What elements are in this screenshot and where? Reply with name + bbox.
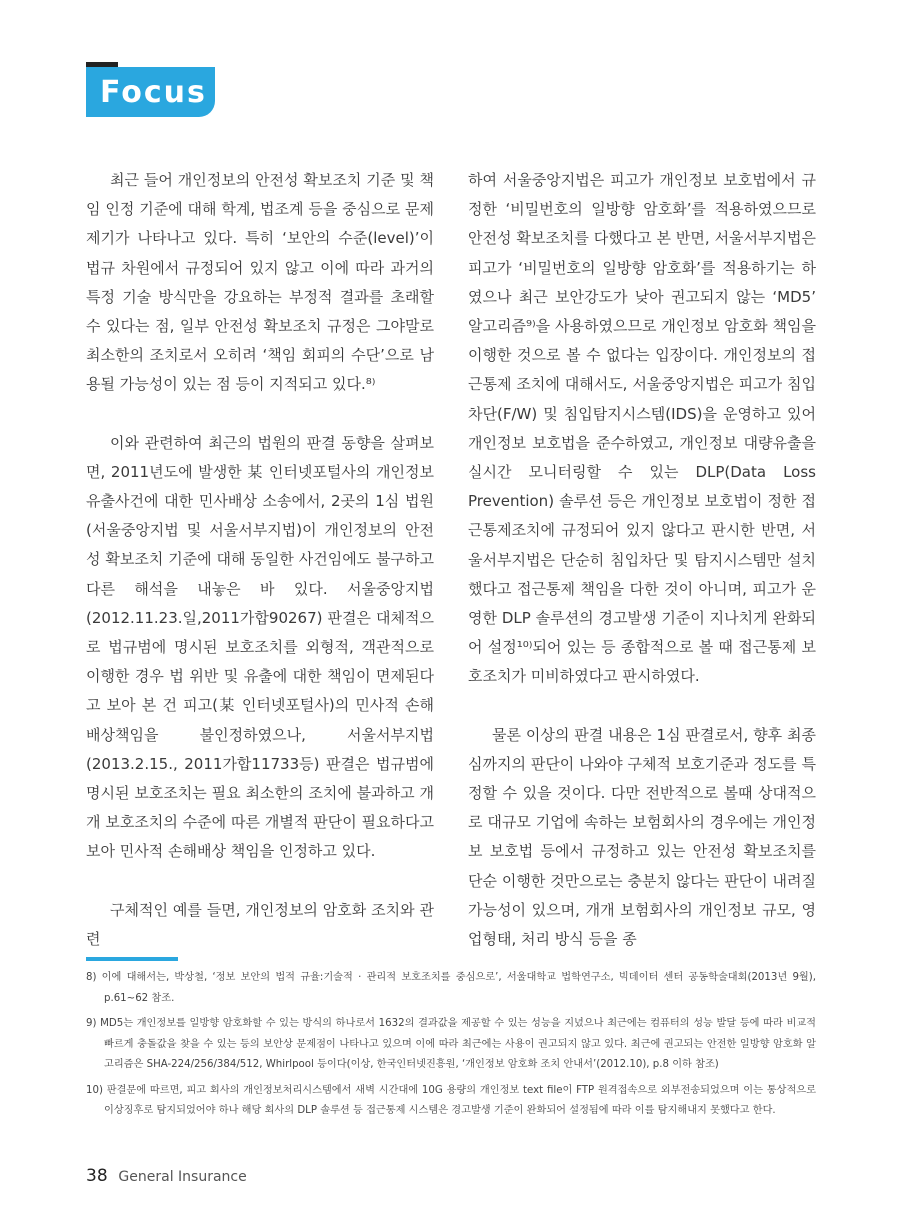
left-column — [86, 166, 434, 954]
focus-label-text: Focus — [100, 74, 207, 110]
page-number: 38 — [86, 1166, 108, 1186]
body-paragraph: 최근 들어 개인정보의 안전성 확보조치 기준 및 책임 인정 기준에 대해 학계, 법조계 등을 중심으로 문제 제기가 나타나고 있다. 특히 ‘보안의 수준(level)’이 법규 차원에서 규정되어 있지 않고 이에 따라 과거의 특정 기술 방식만을 강요하는 부정적 결과를 초래할 수 있다는 점, 일부 안전성 확보조치 규정은 그야말로 최소한의 조치로서 오히려 ‘책임 회피의 수단’으로 남용될 가능성이 있는 점 등이 지적되고 있다.⁸⁾ — [86, 171, 434, 394]
body-paragraph: 이와 관련하여 최근의 법원의 판결 동향을 살펴보면, 2011년도에 발생한 某 인터넷포털사의 개인정보 유출사건에 대한 민사배상 소송에서, 2곳의 1심 법원(서울중앙지법 및 서울서부지법)이 개인정보의 안전성 확보조치 기준에 대해 동일한 사건임에도 불구하고 다른 해석을 내놓은 바 있다. 서울중앙지법(2012.11.23.일,2011가합90267) 판결은 대체적으로 법규범에 명시된 보호조치를 외형적, 객관적으로 이행한 경우 법 위반 및 유출에 대한 책임이 면제된다고 보아 본 건 피고(某 인터넷포털사)의 민사적 손해배상책임을 불인정하였으나, 서울서부지법(2013.2.15., 2011가합11733등) 판결은 법규범에 명시된 보호조치는 필요 최소한의 조치에 불과하고 개개 보호조치의 수준에 따른 개별적 판단이 필요하다고 보아 민사적 손해배상 책임을 인정하고 있다. — [86, 433, 434, 861]
page-footer — [86, 1166, 247, 1186]
body-paragraph: 구체적인 예를 들면, 개인정보의 암호화 조치와 관련 — [86, 900, 434, 948]
footnote: 9) MD5는 개인정보를 일방향 암호화할 수 있는 방식의 하나로서 1632의 결과값을 제공할 수 있는 성능을 지녔으나 최근에는 컴퓨터의 성능 발달 등에 따라 비교적 빠르게 충돌값을 찾을 수 있는 등의 보안상 문제점이 나타나고 있으며 이에 따라 최근에는 사용이 권고되지 않고 있다. 최근에 권고되는 안전한 일방향 암호화 알고리즘은 SHA-224/256/384/512, Whirlpool 등이다(이상, 한국인터넷진흥원, ‘개인정보 암호화 조치 안내서’(2012.10), p.8 이하 참조) — [86, 1018, 816, 1070]
body-paragraph: 물론 이상의 판결 내용은 1심 판결로서, 향후 최종심까지의 판단이 나와야 구체적 보호기준과 정도를 특정할 수 있을 것이다. 다만 전반적으로 볼때 상대적으로 대규모 기업에 속하는 보험회사의 경우에는 개인정보 보호법 등에서 규정하고 있는 안전성 확보조치를 단순 이행한 것만으로는 충분치 않다는 판단이 내려질 가능성이 있으며, 개개 보험회사의 개인정보 규모, 영업형태, 처리 방식 등을 종 — [468, 725, 816, 949]
right-column — [468, 166, 816, 954]
footnote: 8) 이에 대해서는, 박상철, ‘정보 보안의 법적 규율:기술적 · 관리적 보호조치를 중심으로’, 서울대학교 법학연구소, 빅데이터 센터 공동학술대회(2013년 9월), p.61~62 참조. — [86, 972, 816, 1004]
footnote-divider — [86, 957, 178, 961]
focus-section-label — [86, 67, 215, 117]
footnote: 10) 판결문에 따르면, 피고 회사의 개인정보처리시스템에서 새벽 시간대에 10G 용량의 개인정보 text file이 FTP 원격접속으로 외부전송되었으며 이는 통상적으로 이상징후로 탐지되었어야 하나 해당 회사의 DLP 솔루션 등 접근통제 시스템은 경고발생 기준이 완화되어 설정됨에 따라 이를 탐지해내지 못했다고 한다. — [86, 1084, 816, 1116]
publication-name: General Insurance — [118, 1169, 247, 1185]
body-paragraph: 하여 서울중앙지법은 피고가 개인정보 보호법에서 규정한 ‘비밀번호의 일방향 암호화’를 적용하였으므로 안전성 확보조치를 다했다고 본 반면, 서울서부지법은 피고가 ‘비밀번호의 일방향 암호화’를 적용하기는 하였으나 최근 보안강도가 낮아 권고되지 않는 ‘MD5’ 알고리즘⁹⁾을 사용하였으므로 개인정보 암호화 책임을 이행한 것으로 볼 수 없다는 입장이다. 개인정보의 접근통제 조치에 대해서도, 서울중앙지법은 피고가 침입차단(F/W) 및 침입탐지시스템(IDS)을 운영하고 있어 개인정보 보호법을 준수하였고, 개인정보 대량유출을 실시간 모니터링할 수 있는 DLP(Data Loss Prevention) 솔루션 등은 개인정보 보호법이 정한 접근통제조치에 규정되어 있지 않다고 판시한 반면, 서울서부지법은 단순히 침입차단 및 탐지시스템만 설치했다고 접근통제 책임을 다한 것이 아니며, 피고가 운영한 DLP 솔루션의 경고발생 기준이 지나치게 완화되어 설정¹⁰⁾되어 있는 등 종합적으로 볼 때 접근통제 보호조치가 미비하였다고 판시하였다. — [468, 171, 816, 686]
footnotes — [86, 968, 816, 1127]
